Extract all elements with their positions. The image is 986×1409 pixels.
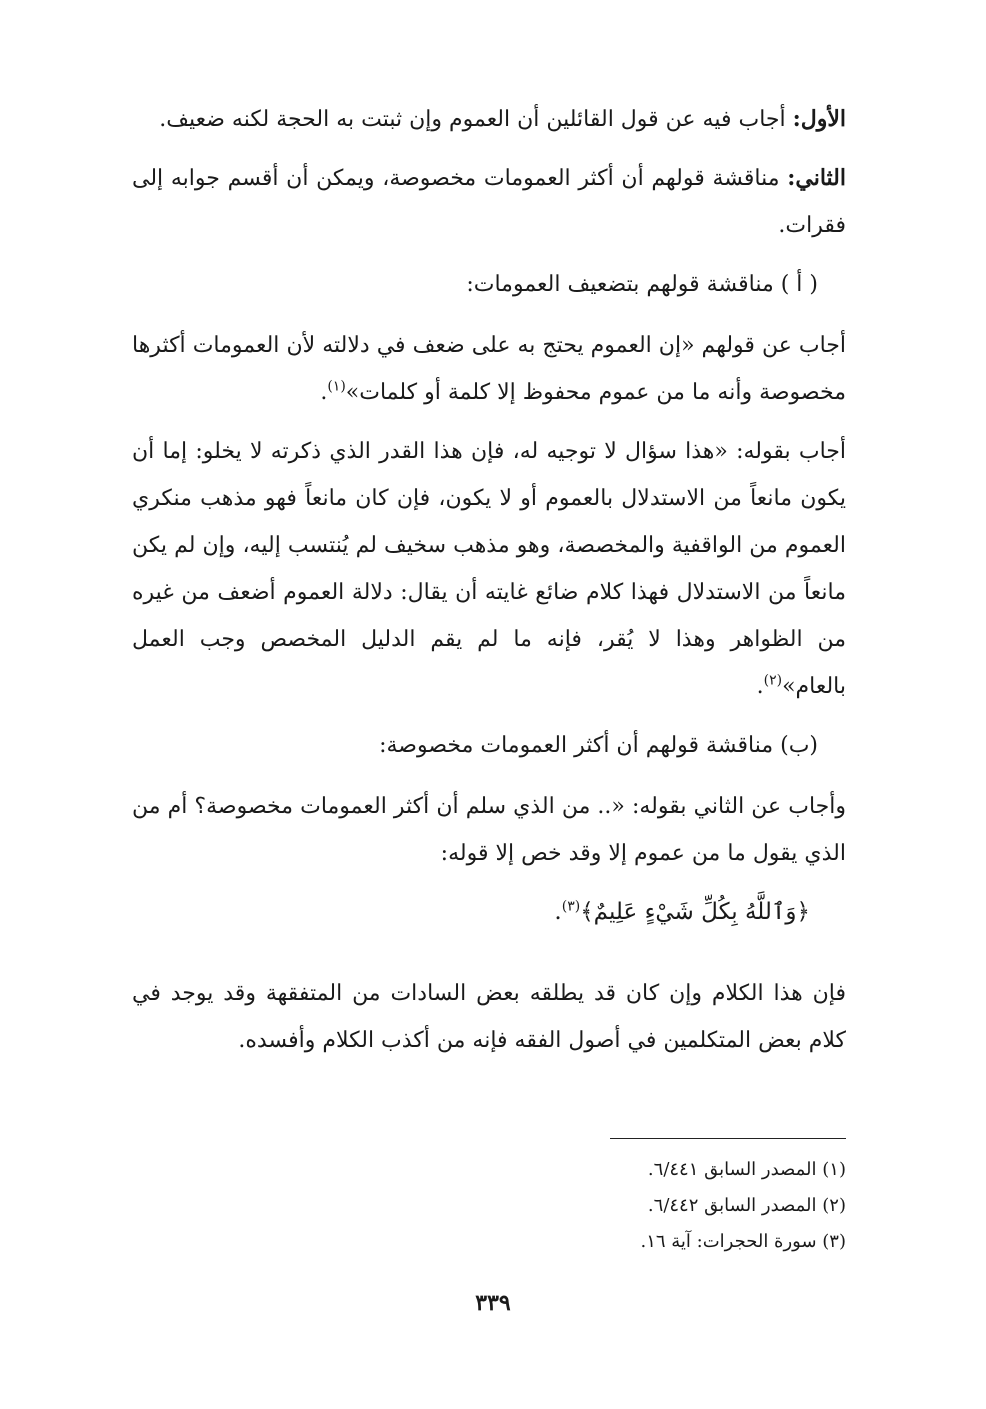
footnote-reference: (٢) [763, 672, 783, 689]
paragraph-first [132, 96, 846, 143]
section-heading-a: ( أ ) مناقشة قولهم بتضعيف العمومات: [466, 272, 818, 297]
paragraph-fourth [132, 428, 846, 710]
verse-text: ﴿وَٱللَّهُ بِكُلِّ شَيْءٍ عَلِيمٌ﴾ [580, 899, 810, 925]
paragraph-text: مناقشة قولهم أن أكثر العمومات مخصوصة، ويمكن أن أقسم جوابه إلى فقرات. [132, 166, 846, 238]
footnotes [520, 1152, 846, 1260]
paragraph-fifth [132, 783, 846, 877]
footnote-reference: (١) [327, 378, 346, 395]
paragraph-third [132, 322, 846, 416]
paragraph-text: أجاب بقوله: «هذا سؤال لا توجيه له، فإن هذا القدر الذي ذكرته لا يخلو: إما أن يكون مانعاً من الاستدلال بالعموم أو لا يكون، فإن كان مانعاً فهو مذهب منكري العموم من الواقفية والمخصصة، وهو مذهب سخيف لم يُنتسب إليه، وإن لم يكن مانعاً من الاستدلال فهذا كلام ضائع غايته أن يقال: دلالة العموم أضعف من غيره من الظواهر وهذا لا يُقر، فإنه ما لم يقم الدليل المخصص وجب العمل بالعام» [132, 439, 846, 699]
paragraph-text: وأجاب عن الثاني بقوله: «.. من الذي سلم أن أكثر العمومات مخصوصة؟ أم من الذي يقول ما من عموم إلا وقد خص إلا قوله: [132, 794, 846, 866]
footnote-divider [610, 1138, 846, 1139]
paragraph-text: فإن هذا الكلام وإن كان قد يطلقه بعض السادات من المتفقهة وقد يوجد في كلام بعض المتكلمين في أصول الفقه فإنه من أكذب الكلام وأفسده. [132, 981, 846, 1053]
paragraph-sixth [132, 970, 846, 1064]
paragraph-end: . [756, 674, 764, 699]
footnote-item: (٣) سورة الحجرات: آية ١٦. [640, 1231, 846, 1252]
paragraph-second [132, 155, 846, 249]
quran-verse [132, 889, 846, 936]
footnote-item: (٢) المصدر السابق ٦/٤٤٢. [647, 1195, 846, 1216]
paragraph-text: أجاب عن قولهم «إن العموم يحتج به على ضعف في دلالته لأن العمومات أكثرها مخصوصة وأنه ما من عموم محفوظ إلا كلمة أو كلمات» [132, 333, 846, 405]
page-number: ٣٣٩ [475, 1290, 511, 1316]
page-body [132, 96, 846, 1076]
verse-end: . [554, 899, 562, 925]
paragraph-label: الثاني: [787, 165, 846, 191]
section-heading-b: (ب) مناقشة قولهم أن أكثر العمومات مخصوصة: [379, 733, 818, 758]
paragraph-end: . [320, 380, 328, 405]
paragraph-text: أجاب فيه عن قول القائلين أن العموم وإن ثبتت به الحجة لكنه ضعيف. [159, 107, 793, 132]
footnote-reference: (٣) [561, 898, 581, 915]
footnote-item: (١) المصدر السابق ٦/٤٤١. [647, 1159, 846, 1180]
paragraph-label: الأول: [792, 106, 846, 132]
